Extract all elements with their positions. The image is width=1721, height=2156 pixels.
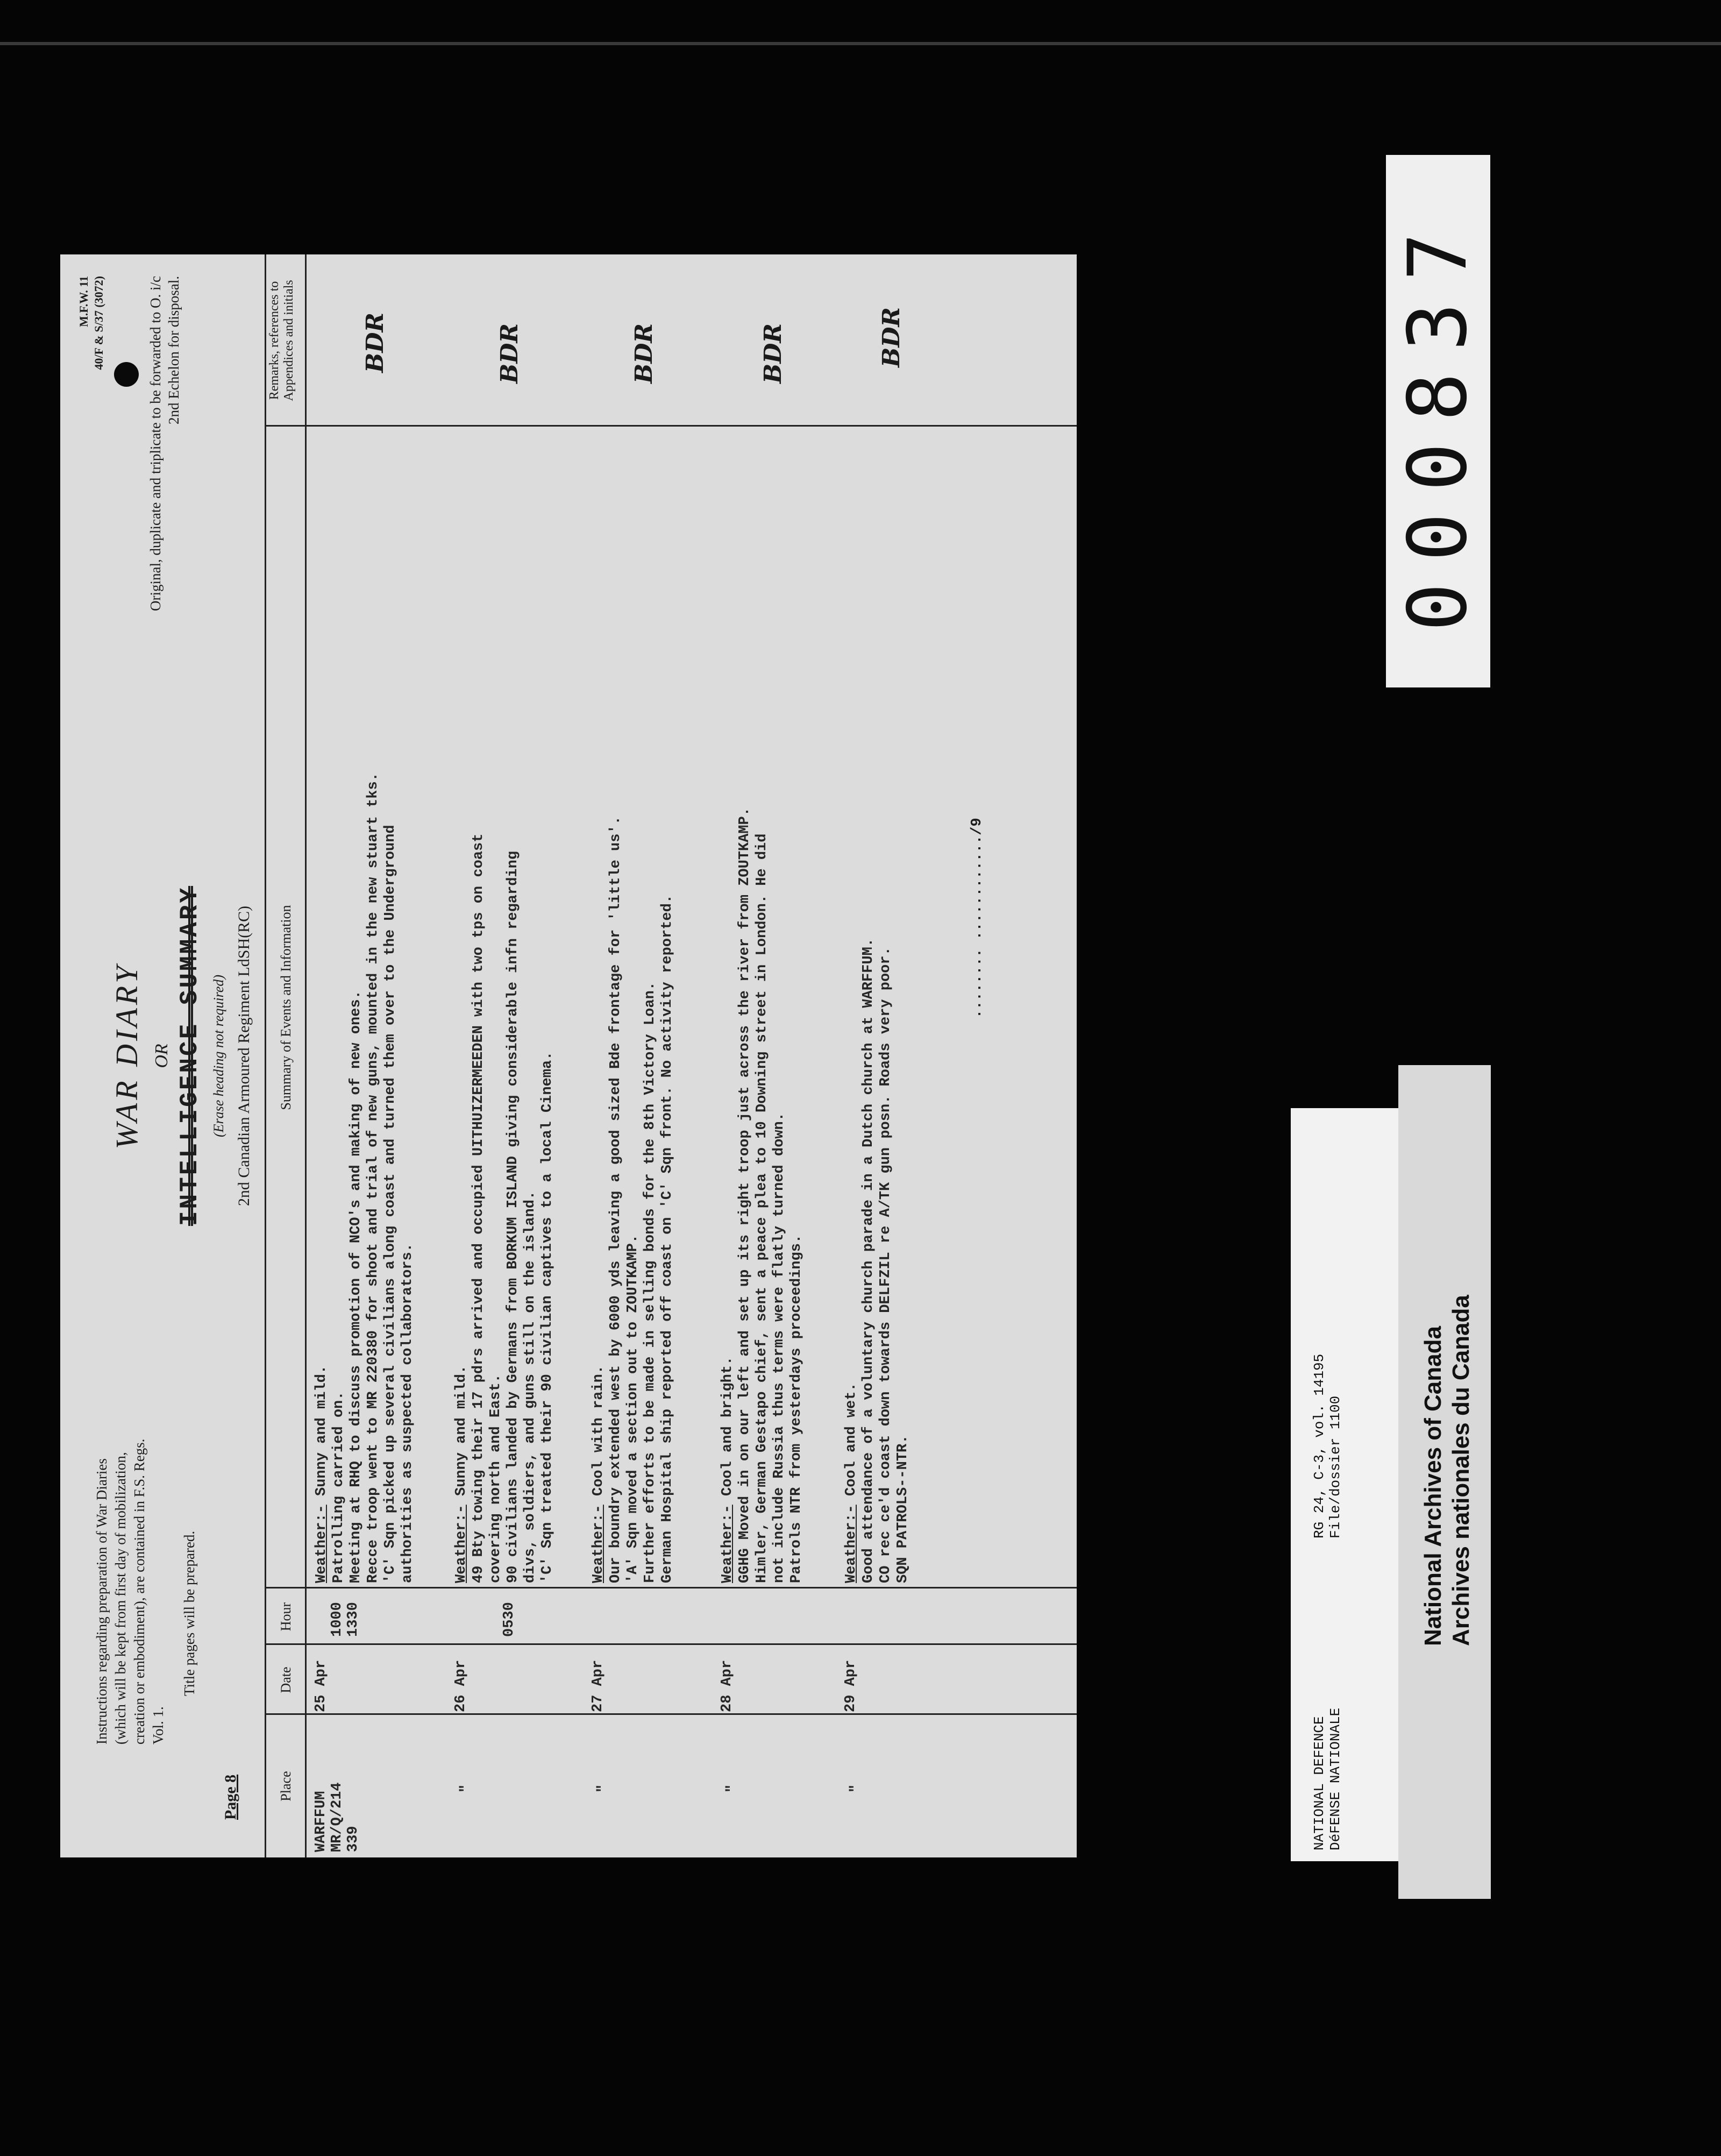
- war-diary-sheet: [60, 254, 1077, 1857]
- col-date: Date: [278, 1666, 294, 1693]
- entry-date: 28 Apr: [719, 1659, 735, 1712]
- weather-label: Weather:-: [843, 1505, 859, 1583]
- place-cell: WARFFUM MR/Q/214 339: [313, 1782, 361, 1852]
- page-number: Page 8: [222, 1774, 239, 1820]
- entry-weather: [453, 1365, 470, 1583]
- entry-date: 25 Apr: [313, 1659, 329, 1712]
- war-diary-page: [60, 254, 1077, 1857]
- entry-initials: BDR: [361, 313, 389, 373]
- entry-date: 27 Apr: [590, 1659, 606, 1712]
- entry-weather: [590, 1365, 607, 1583]
- hour-col-rule: [265, 1587, 1077, 1588]
- diary-title-or: OR: [152, 1044, 172, 1068]
- erase-note: (Erase heading not required): [211, 974, 226, 1138]
- entry-text: 49 Bty towing their 17 pdrs arrived and occupied UITHUIZERMEEDEN with two tps on coast covering north and East. 90 civilians landed by Germans from BORKUM ISLAND giving considerable infn regarding divs, soldiers, and guns still on the island. 'C' Sqn treated their 90 civilian captives to a local Cinema.: [471, 833, 556, 1583]
- place-ditto: ": [595, 1784, 611, 1793]
- weather-text: Cool and wet.: [843, 1382, 859, 1505]
- col-place: Place: [278, 1771, 294, 1802]
- weather-label: Weather:-: [720, 1505, 736, 1583]
- weather-text: Cool with rain.: [591, 1365, 607, 1505]
- scan-top-rule: [0, 42, 1721, 45]
- entry-weather: [719, 1357, 736, 1583]
- place-col-rule: [265, 1713, 1077, 1715]
- department-fr: DéFENSE NATIONALE: [1327, 1707, 1343, 1850]
- entry-initials: BDR: [630, 323, 658, 384]
- entry-initials: BDR: [878, 307, 905, 367]
- title-pages-note: Title pages will be prepared.: [181, 1530, 197, 1696]
- department-en: NATIONAL DEFENCE: [1311, 1716, 1327, 1850]
- weather-text: Sunny and mild.: [314, 1365, 330, 1505]
- instructions-text: Instructions regarding preparation of War Diaries (which will be kept from first day of mobilization, creation or embodiment), are contained in F.S. Regs. Vol. 1.: [94, 1438, 166, 1744]
- entry-text: Patrolling carried on. Meeting at RHQ to discuss promotion of NCO's and making of new ones. Recce troop went to MR 220380 for shoot and trial of new guns, mounted in the new stuart tks. 'C' Sqn picked up several civilians along coast and turned them over to the Underground authorities as suspected collaborators.: [331, 772, 416, 1583]
- record-group: RG 24, C-3, vol. 14195: [1311, 1353, 1327, 1538]
- date-col-rule: [265, 1643, 1077, 1645]
- diary-title: WAR DIARY: [109, 962, 144, 1150]
- entry-text: Our boundry extended west by 6000 yds leaving a good sized Bde frontage for 'little us'. 'A' Sqn moved a section out to ZOUTKAMP. Further efforts to be made in selling bonds for the 8th Victory Loan. German Hospital ship reported off coast on 'C' Sqn front. No activity reported.: [608, 816, 675, 1583]
- weather-label: Weather:-: [314, 1505, 330, 1583]
- table-top-rule: [265, 254, 266, 1857]
- col-summary: Summary of Events and Information: [278, 905, 294, 1110]
- weather-label: Weather:-: [591, 1505, 607, 1583]
- struck-heading: INTELLIGENCE SUMMARY: [176, 885, 204, 1226]
- place-ditto: ": [458, 1784, 474, 1793]
- table-header-rule: [305, 254, 307, 1857]
- entry-initials: BDR: [496, 323, 523, 384]
- unit-name: 2nd Canadian Armoured Regiment LdSH(RC): [235, 905, 253, 1207]
- archive-name-fr: Archives nationales du Canada: [1448, 1295, 1474, 1646]
- archive-name-en: National Archives of Canada: [1420, 1326, 1446, 1646]
- entry-weather: [843, 1382, 860, 1583]
- entry-initials: BDR: [759, 323, 787, 384]
- place-ditto: ": [724, 1784, 741, 1793]
- entry-hours: 1000 1330: [329, 1602, 361, 1637]
- weather-text: Cool and bright.: [720, 1356, 736, 1505]
- weather-label: Weather:-: [453, 1505, 470, 1583]
- archive-label-ref: [1291, 1108, 1398, 1861]
- frame-number: 000837: [1391, 211, 1485, 632]
- entry-text: Good attendance of a voluntary church parade in a Dutch church at WARFFUM. CO rec ce'd coast down towards DELFZIL re A/TK gun posn. Roads very poor. SQN PATROLS--NTR.: [860, 938, 911, 1583]
- col-remarks: Remarks, references to Appendices and initials: [267, 280, 296, 401]
- remarks-col-rule: [265, 425, 1077, 427]
- punch-hole: [114, 362, 139, 387]
- weather-text: Sunny and mild.: [453, 1365, 470, 1505]
- entry-date: 29 Apr: [843, 1659, 859, 1712]
- col-hour: Hour: [278, 1602, 294, 1632]
- archive-label-name: [1398, 1065, 1491, 1899]
- form-number: M.F.W. 11 40/F & S/37 (3072): [77, 276, 105, 370]
- continuation-marker: ........ ............/9: [969, 818, 985, 1018]
- entry-date: 26 Apr: [453, 1659, 469, 1712]
- place-ditto: ": [848, 1784, 864, 1793]
- file-dossier: File/dossier 1100: [1327, 1395, 1343, 1538]
- routing-note: Original, duplicate and triplicate to be forwarded to O. i/c 2nd Echelon for disposal.: [147, 276, 182, 612]
- entry-weather: [313, 1365, 330, 1583]
- frame-number-stamp: [1386, 155, 1490, 687]
- entry-hours: 0530: [501, 1602, 517, 1637]
- entry-text: GGHG Moved in on our left and set up its right troop just across the river from ZOUTKAMP. Himler, German Gestapo chief, sent a peace plea to 10 Downing street in London. He did not include Russia thus terms were flatly turned down. Patrols NTR from yesterdays proceedings.: [737, 807, 805, 1583]
